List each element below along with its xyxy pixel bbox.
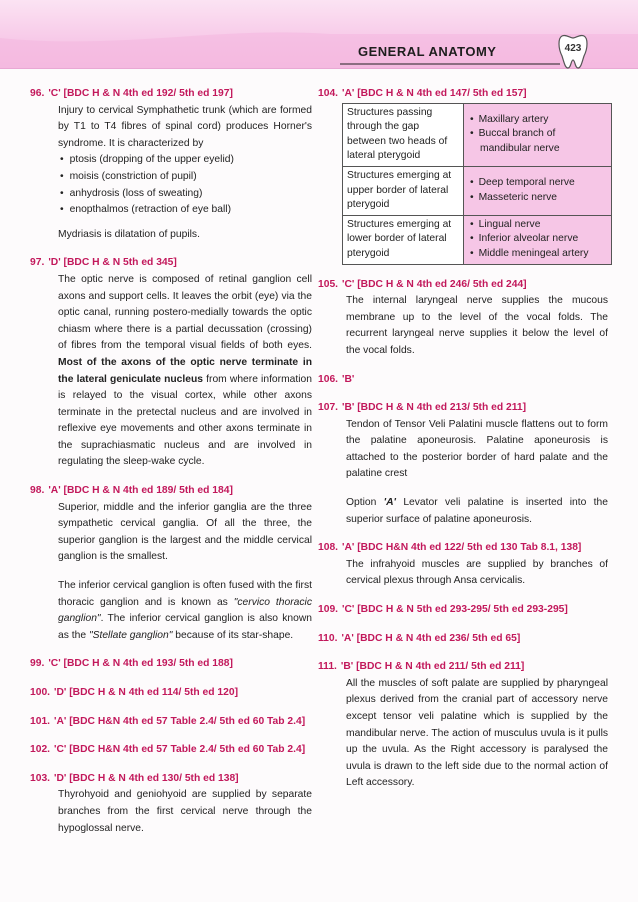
left-column bbox=[30, 86, 312, 837]
table-row bbox=[343, 103, 612, 166]
answer-number: 98. bbox=[30, 485, 45, 497]
answer-reference: 'A' [BDC H&N 4th ed 122/ 5th ed 130 Tab 8.1, 138] bbox=[342, 542, 582, 554]
table-cell: • Maxillary artery • Buccal branch of mandibular nerve bbox=[464, 103, 612, 166]
explanation-text: Mydriasis is dilatation of pupils. bbox=[58, 228, 200, 240]
answer-96 bbox=[30, 86, 312, 243]
table-cell: Structures emerging at upper border of lateral pterygoid bbox=[343, 166, 464, 215]
answer-number: 104. bbox=[318, 88, 339, 99]
answer-reference: 'D' [BDC H & N 4th ed 130/ 5th ed 138] bbox=[54, 772, 239, 784]
answer-number: 110. bbox=[318, 632, 338, 644]
answer-reference: 'B' [BDC H & N 4th ed 211/ 5th ed 211] bbox=[340, 661, 525, 673]
answer-110 bbox=[318, 631, 608, 648]
answer-reference: 'C' [BDC H & N 4th ed 193/ 5th ed 188] bbox=[48, 658, 233, 670]
explanation-text: Injury to cervical Symphathetic trunk (which are formed by T1 to T4 fibres of spinal cord) produces Horner's syndrome. It is characterized by bbox=[58, 104, 312, 149]
answer-100 bbox=[30, 685, 312, 702]
answer-reference: 'B' [BDC H & N 4th ed 213/ 5th ed 211] bbox=[342, 402, 527, 414]
table-row bbox=[343, 166, 612, 215]
bullet-list bbox=[58, 152, 312, 218]
answer-103 bbox=[30, 771, 312, 837]
answer-reference: 'C' [BDC H & N 4th ed 192/ 5th ed 197] bbox=[48, 88, 233, 99]
answer-number: 99. bbox=[30, 658, 45, 670]
right-column bbox=[318, 86, 608, 792]
answer-107 bbox=[318, 400, 608, 528]
answer-reference: 'A' [BDC H & N 4th ed 236/ 5th ed 65] bbox=[341, 632, 521, 644]
explanation-text: Thyrohyoid and geniohyoid are supplied by separate branches from the first cervical nerve through the hypoglossal nerve. bbox=[58, 789, 312, 834]
table-row bbox=[343, 215, 612, 264]
answer-109 bbox=[318, 602, 608, 619]
answer-reference: 'A' [BDC H&N 4th ed 57 Table 2.4/ 5th ed 60 Tab 2.4] bbox=[54, 715, 306, 727]
answer-number: 100. bbox=[30, 687, 51, 698]
answer-106 bbox=[318, 372, 608, 389]
explanation-text: Superior, middle and the inferior ganglia are the three sympathetic cervical ganglia. Of all the three, the superior ganglion is the largest and the middle cervical ganglion is the smallest. bbox=[58, 501, 312, 563]
answer-reference: 'C' [BDC H & N 5th ed 293-295/ 5th ed 293-295] bbox=[342, 604, 568, 616]
explanation-text: The internal laryngeal nerve supplies the mucous membrane up to the level of the vocal folds. The recurrent laryngeal nerve supplies it below the level of the vocal folds. bbox=[346, 295, 608, 356]
answer-reference: 'D' [BDC H & N 5th ed 345] bbox=[48, 257, 177, 269]
table-cell: Structures passing through the gap between two heads of lateral pterygoid bbox=[343, 103, 464, 166]
table-cell: Structures emerging at lower border of lateral pterygoid bbox=[343, 215, 464, 264]
list-item: • anhydrosis (loss of sweating) bbox=[72, 186, 312, 203]
explanation-text: The inferior cervical ganglion is often fused with the first thoracic ganglion and is known as "cervico thoracic ganglion". The inferior cervical ganglion is also known as the "Stellate ganglion" because of its star-shape. bbox=[58, 580, 312, 641]
answer-reference: 'D' [BDC H & N 4th ed 114/ 5th ed 120] bbox=[54, 687, 239, 698]
answer-105 bbox=[318, 277, 608, 360]
answer-99 bbox=[30, 656, 312, 673]
explanation-text: All the muscles of soft palate are supplied by pharyngeal plexus derived from the cranial part of accessory nerve except tensor veli palatine which is supplied by the mandibular nerve. The action of musculus uvula is it pulls up the uvula. As the Right accessory is paralysed the uvula is drawn to the left side due to the normal action of Left accessory. bbox=[346, 677, 608, 789]
section-title: GENERAL ANATOMY bbox=[358, 44, 497, 59]
answer-reference: 'C' [BDC H&N 4th ed 57 Table 2.4/ 5th ed 60 Tab 2.4] bbox=[54, 744, 306, 756]
answer-111 bbox=[318, 659, 608, 792]
answer-108 bbox=[318, 540, 608, 590]
list-item: • moisis (constriction of pupil) bbox=[72, 169, 312, 186]
answer-98 bbox=[30, 483, 312, 644]
list-item: • enopthalmos (retraction of eye ball) bbox=[72, 202, 312, 219]
answer-number: 103. bbox=[30, 772, 51, 784]
answer-reference: 'A' [BDC H & N 4th ed 189/ 5th ed 184] bbox=[48, 485, 233, 497]
answer-number: 108. bbox=[318, 542, 339, 554]
pterygoid-structures-table bbox=[342, 103, 612, 265]
explanation-text: The infrahyoid muscles are supplied by branches of cervical plexus through Ansa cervicalis. bbox=[346, 558, 608, 587]
list-item: • ptosis (dropping of the upper eyelid) bbox=[72, 152, 312, 169]
answer-97 bbox=[30, 255, 312, 471]
answer-number: 109. bbox=[318, 604, 339, 616]
answer-104 bbox=[318, 86, 608, 265]
explanation-text: Option 'A' Levator veli palatine is inserted into the superior surface of palatine aponeurosis. bbox=[346, 497, 608, 525]
table-cell: • Lingual nerve • Inferior alveolar nerve • Middle meningeal artery bbox=[464, 215, 612, 264]
answer-101 bbox=[30, 714, 312, 731]
explanation-text: The optic nerve is composed of retinal ganglion cell axons and support cells. It leaves the orbit (eye) via the optic canal, running postero-medially towards the optic chiasm where there is a partial decussation (crossing) of fibres from the temporal visual fields of both eyes. Most of the axons of the optic nerve terminate in the lateral geniculate nucleus from where information is relayed to the visual cortex, while other axons terminate in the pretectal nucleus and are involved in reflexive eye movements and other axons terminate in the suprachiasmatic nucleus and are involved in regulating the sleep-wake cycle. bbox=[58, 273, 312, 468]
page-number: 423 bbox=[564, 43, 582, 54]
answer-number: 102. bbox=[30, 744, 51, 756]
emphasis-text: Most of the axons of the optic nerve terminate in the lateral geniculate nucleus bbox=[58, 356, 312, 385]
answer-number: 101. bbox=[30, 715, 51, 727]
answer-number: 111. bbox=[318, 661, 337, 673]
answer-number: 97. bbox=[30, 257, 45, 269]
answer-number: 96. bbox=[30, 88, 45, 99]
answer-reference: 'A' [BDC H & N 4th ed 147/ 5th ed 157] bbox=[342, 88, 527, 99]
answer-reference: 'B' bbox=[342, 373, 355, 385]
answer-number: 107. bbox=[318, 402, 339, 414]
explanation-text: Tendon of Tensor Veli Palatini muscle flattens out to form the palatine aponeurosis. Palatine aponeurosis is attached to the posterior border of hard palate and the palatine crest bbox=[346, 418, 608, 480]
table-cell: • Deep temporal nerve • Masseteric nerve bbox=[464, 166, 612, 215]
answer-number: 105. bbox=[318, 278, 339, 290]
answer-reference: 'C' [BDC H & N 4th ed 246/ 5th ed 244] bbox=[342, 278, 527, 290]
answer-number: 106. bbox=[318, 373, 339, 385]
answer-102 bbox=[30, 742, 312, 759]
